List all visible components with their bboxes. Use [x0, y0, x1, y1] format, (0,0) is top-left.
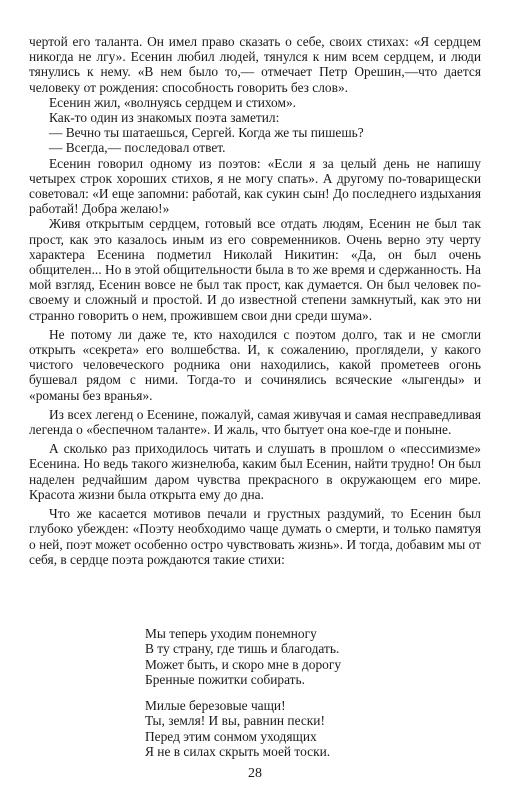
dialogue-line: — Всегда,— последовал ответ.	[49, 140, 226, 156]
paragraph: Не потому ли даже те, кто находился с поэтом долго, так и не смогли открыть «секрета» его волшебства. И, к сожалению, проглядели, у какого чистого человеческого родника они находились, какой прометеев огонь бушевал рядом с ними. Тогда-то и сочинялись всяческие «лыгенды» и «романы без вранья».	[29, 326, 481, 403]
poem-line: Я не в силах скрыть моей тоски.	[145, 744, 331, 760]
poem-line: Бренные пожитки собирать.	[145, 671, 305, 687]
paragraph: Есенин говорил одному из поэтов: «Если я за целый день не напишу четырех строк хороших стихов, я не могу спать». А другому по-товарищески советовал: «И еще запомни: работай, как сукин сын! До последнего издыхания работай! Добра желаю!»	[29, 155, 481, 217]
poem-line: Мы теперь уходим понемногу	[145, 626, 317, 641]
paragraph: Как-то один из знакомых поэта заметил:	[49, 110, 280, 126]
paragraph-continuation: чертой его таланта. Он имел право сказать о себе, своих стихах: «Я сердцем никогда не лгу». Есенин любил людей, тянулся к ним всем сердцем, и люди тянулись к нему. «В нем было то,— отмечает Петр Орешин,—что дается человеку от рождения: способность говорить без слов».	[29, 34, 481, 95]
paragraph: Есенин жил, «волнуясь сердцем и стихом».	[49, 94, 297, 110]
poem-stanza	[145, 698, 341, 759]
paragraph: Живя открытым сердцем, готовый все отдать людям, Есенин не был так прост, как это казалось иным из его современников. Очень верно эту черту характера Есенина подметил Николай Никитин: «Да, он был очень общителен... Но в этой общительности была в то же время и сдержанность. На мой взгляд, Есенин вовсе не был так прост, как думается. Он был человек по-своему и сложный и простой. И до известной степени замкнутый, как это ни странно говорить о нем, прожившем свои дни среди шума».	[29, 216, 481, 323]
poem-line: Ты, земля! И вы, равнин пески!	[145, 713, 325, 729]
poem	[145, 626, 341, 770]
body-text	[29, 34, 481, 567]
page-number: 28	[248, 766, 262, 781]
paragraph: Что же касается мотивов печали и грустных раздумий, то Есенин был глубоко убежден: «Поэту необходимо чаще думать о смерти, и только памятуя о ней, поэт может особенно остро чувствовать жизнь». И тогда, добавим мы от себя, в сердце поэта рождаются такие стихи:	[29, 506, 481, 567]
paragraph: Из всех легенд о Есенине, пожалуй, самая живучая и самая несправедливая легенда о «беспечном таланте». И жаль, что бытует она кое-где и поныне.	[29, 406, 481, 438]
poem-line: Милые березовые чащи!	[145, 698, 286, 714]
dialogue-line: — Вечно ты шатаешься, Сергей. Когда же ты пишешь?	[49, 125, 364, 141]
poem-line: В ту страну, где тишь и благодать.	[145, 641, 340, 657]
poem-line: Перед этим сонмом уходящих	[145, 728, 317, 744]
poem-stanza	[145, 626, 341, 687]
poem-line: Может быть, и скоро мне в дорогу	[145, 656, 342, 672]
paragraph: А сколько раз приходилось читать и слушать в прошлом о «пессимизме» Есенина. Но ведь такого жизнелюба, каким был Есенин, найти трудно! Он был наделен редчайшим даром чувства прекрасного в окружающем его мире. Красота жизни была открыта ему до дна.	[29, 441, 481, 502]
